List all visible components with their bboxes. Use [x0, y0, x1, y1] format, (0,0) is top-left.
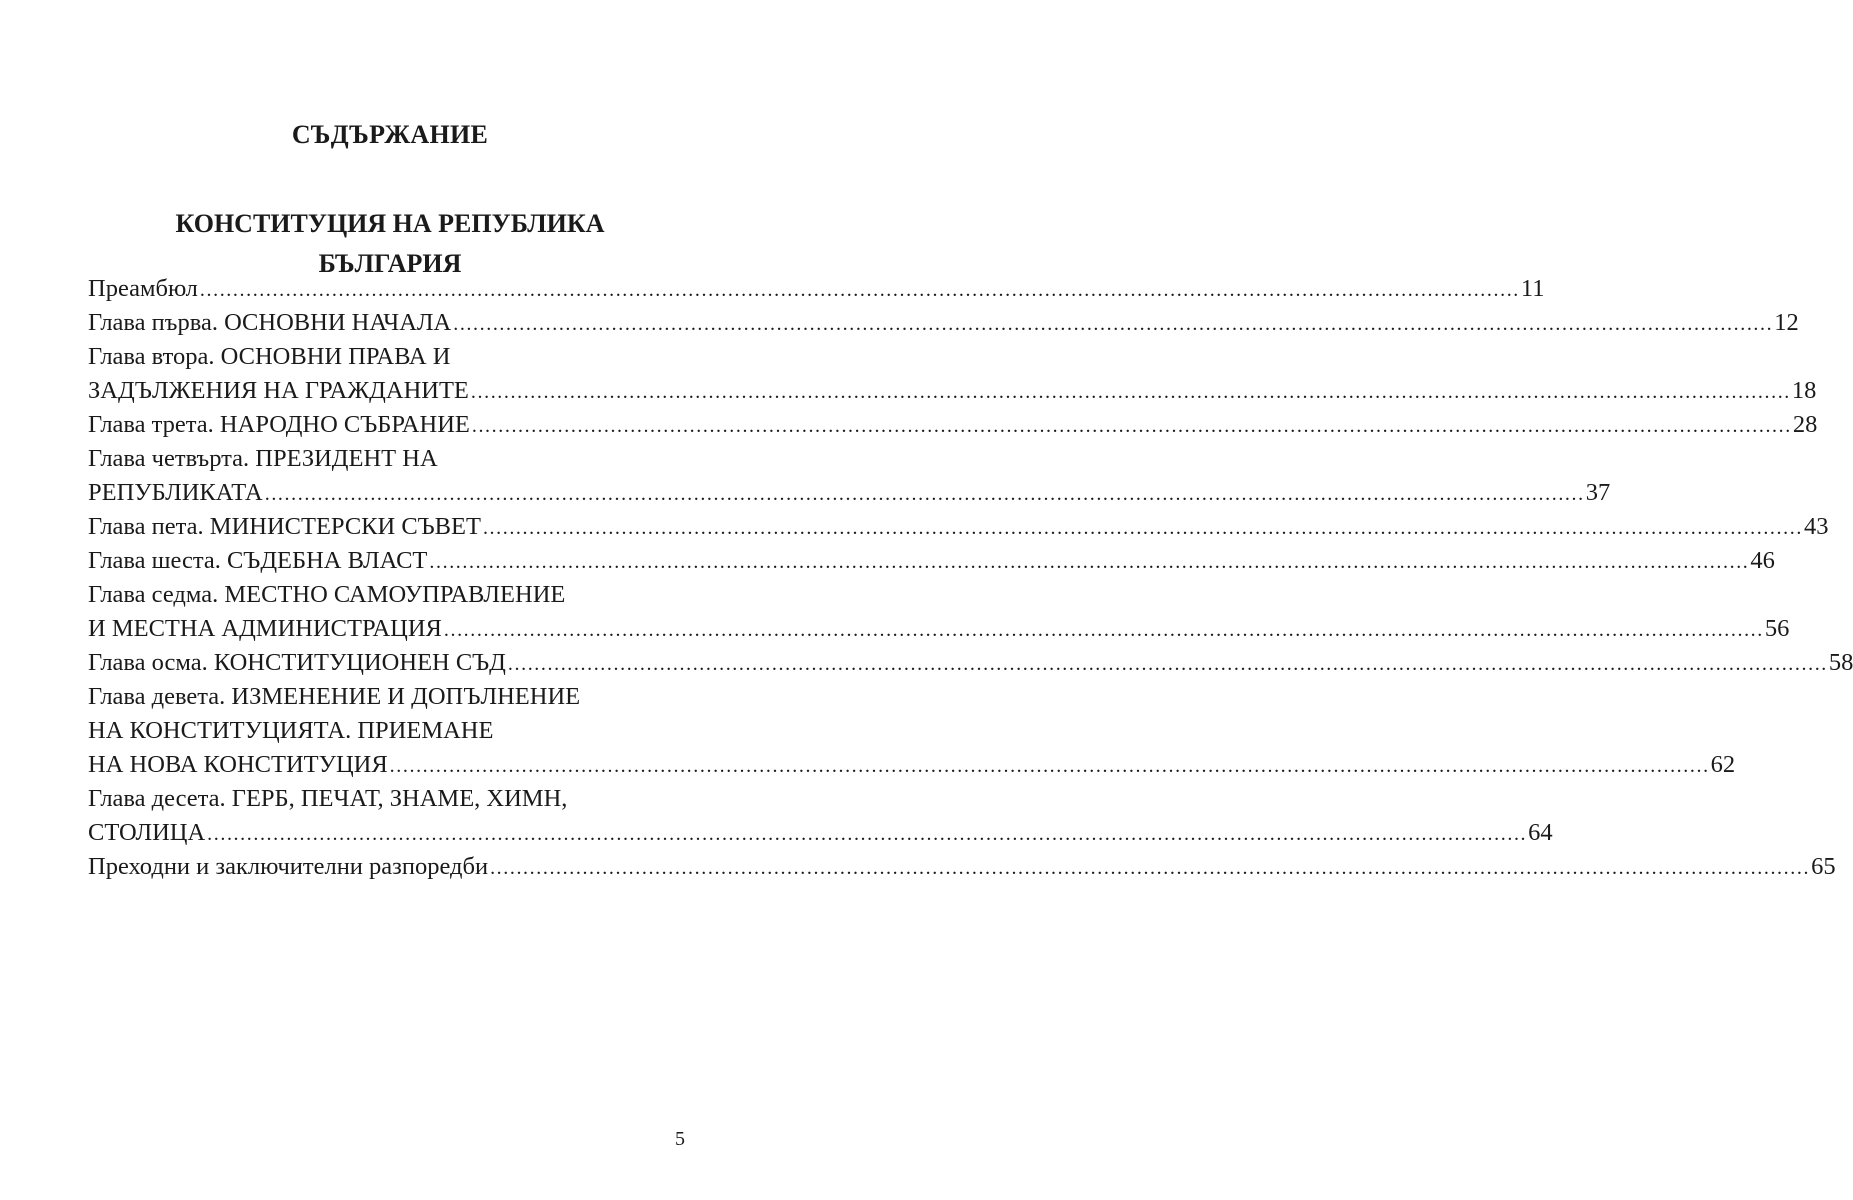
toc-entry[interactable]: [88, 578, 1790, 646]
toc-entry-title: И МЕСТНА АДМИНИСТРАЦИЯ: [88, 615, 442, 642]
toc-entry-line: [88, 442, 684, 476]
toc-entry[interactable]: [88, 340, 1817, 408]
toc-entry-title: Глава трета. НАРОДНО СЪБРАНИЕ: [88, 411, 470, 438]
toc-entry-title: Преходни и заключителни разпоредби: [88, 853, 489, 880]
toc-entry-title: Глава пета. МИНИСТЕРСКИ СЪВЕТ: [88, 513, 481, 540]
dot-leader: ........................................................................................................................................................................................................: [453, 313, 1774, 335]
toc-entry-line: [88, 816, 1553, 850]
dot-leader: ........................................................................................................................................................................................................: [199, 279, 1520, 301]
toc-entry-line: [88, 272, 1545, 306]
toc-entry[interactable]: [88, 272, 1545, 306]
toc-entry[interactable]: [88, 782, 1553, 850]
toc-entry-title: Глава шеста. СЪДЕБНА ВЛАСТ: [88, 547, 428, 574]
toc-page-number: 58: [1828, 649, 1853, 676]
toc-entry-title: Глава девета. ИЗМЕНЕНИЕ И ДОПЪЛНЕНИЕ: [88, 683, 581, 710]
toc-entry-title: НА КОНСТИТУЦИЯТА. ПРИЕМАНЕ: [88, 717, 494, 744]
toc-entry-line: [88, 680, 684, 714]
toc-page-number: 28: [1792, 411, 1818, 438]
toc-entry-line: [88, 714, 684, 748]
toc-entry[interactable]: [88, 544, 1775, 578]
toc-entry[interactable]: [88, 510, 1829, 544]
toc-entry[interactable]: [88, 442, 1611, 510]
toc-page-number: 37: [1585, 479, 1611, 506]
toc-entry-title: Глава осма. КОНСТИТУЦИОНЕН СЪД: [88, 649, 506, 676]
toc-entry-line: [88, 612, 1790, 646]
dot-leader: ........................................................................................................................................................................................................: [389, 755, 1710, 777]
toc-page-number: 12: [1774, 309, 1799, 336]
toc-entry-title: Глава седма. МЕСТНО САМОУПРАВЛЕНИЕ: [88, 581, 566, 608]
toc-entry-title: Преамбюл: [88, 275, 198, 302]
toc-page-number: 64: [1528, 819, 1553, 846]
dot-leader: ........................................................................................................................................................................................................: [482, 517, 1803, 539]
document-title-line: БЪЛГАРИЯ: [318, 249, 462, 278]
toc-entry-title: РЕПУБЛИКАТА: [88, 479, 263, 506]
toc-entry-title: Глава четвърта. ПРЕЗИДЕНТ НА: [88, 445, 438, 472]
toc-entry-line: [88, 782, 684, 816]
toc-entry-line: [88, 748, 1736, 782]
toc-entry-title: НА НОВА КОНСТИТУЦИЯ: [88, 751, 388, 778]
page-number: 5: [675, 1128, 685, 1150]
toc-entry[interactable]: [88, 306, 1799, 340]
toc-page-number: 18: [1791, 377, 1817, 404]
toc-entry-title: ЗАДЪЛЖЕНИЯ НА ГРАЖДАНИТЕ: [88, 377, 469, 404]
toc-entry-line: [88, 476, 1611, 510]
toc-entry-line: [88, 578, 684, 612]
toc-entry[interactable]: [88, 408, 1818, 442]
dot-leader: ........................................................................................................................................................................................................: [429, 551, 1750, 573]
toc-entry-line: [88, 374, 1817, 408]
toc-entry[interactable]: [88, 680, 1736, 782]
toc-entry-line: [88, 646, 1853, 680]
toc-page-number: 11: [1520, 275, 1545, 302]
page-title: СЪДЪРЖАНИЕ: [291, 120, 489, 149]
toc-page-number: 43: [1803, 513, 1829, 540]
dot-leader: ........................................................................................................................................................................................................: [471, 415, 1792, 437]
table-of-contents: [88, 272, 1853, 884]
dot-leader: ........................................................................................................................................................................................................: [443, 619, 1764, 641]
toc-entry-title: Глава втора. ОСНОВНИ ПРАВА И: [88, 343, 451, 370]
toc-entry-line: [88, 306, 1799, 340]
toc-entry-line: [88, 544, 1775, 578]
document-title-line: КОНСТИТУЦИЯ НА РЕПУБЛИКА: [175, 209, 605, 238]
dot-leader: ........................................................................................................................................................................................................: [470, 381, 1791, 403]
toc-page-number: 62: [1710, 751, 1736, 778]
toc-entry-title: Глава първа. ОСНОВНИ НАЧАЛА: [88, 309, 452, 336]
toc-entry[interactable]: [88, 850, 1836, 884]
dot-leader: ........................................................................................................................................................................................................: [207, 823, 1528, 845]
toc-entry[interactable]: [88, 646, 1853, 680]
toc-entry-line: [88, 340, 684, 374]
toc-page-number: 65: [1811, 853, 1836, 880]
toc-page-number: 46: [1750, 547, 1775, 574]
toc-entry-line: [88, 510, 1829, 544]
toc-entry-title: Глава десета. ГЕРБ, ПЕЧАТ, ЗНАМЕ, ХИМН,: [88, 785, 568, 812]
dot-leader: ........................................................................................................................................................................................................: [264, 483, 1585, 505]
toc-page-number: 56: [1764, 615, 1790, 642]
toc-entry-title: СТОЛИЦА: [88, 819, 206, 846]
dot-leader: ........................................................................................................................................................................................................: [490, 857, 1811, 879]
toc-entry-line: [88, 408, 1818, 442]
dot-leader: ........................................................................................................................................................................................................: [507, 653, 1828, 675]
toc-entry-line: [88, 850, 1836, 884]
